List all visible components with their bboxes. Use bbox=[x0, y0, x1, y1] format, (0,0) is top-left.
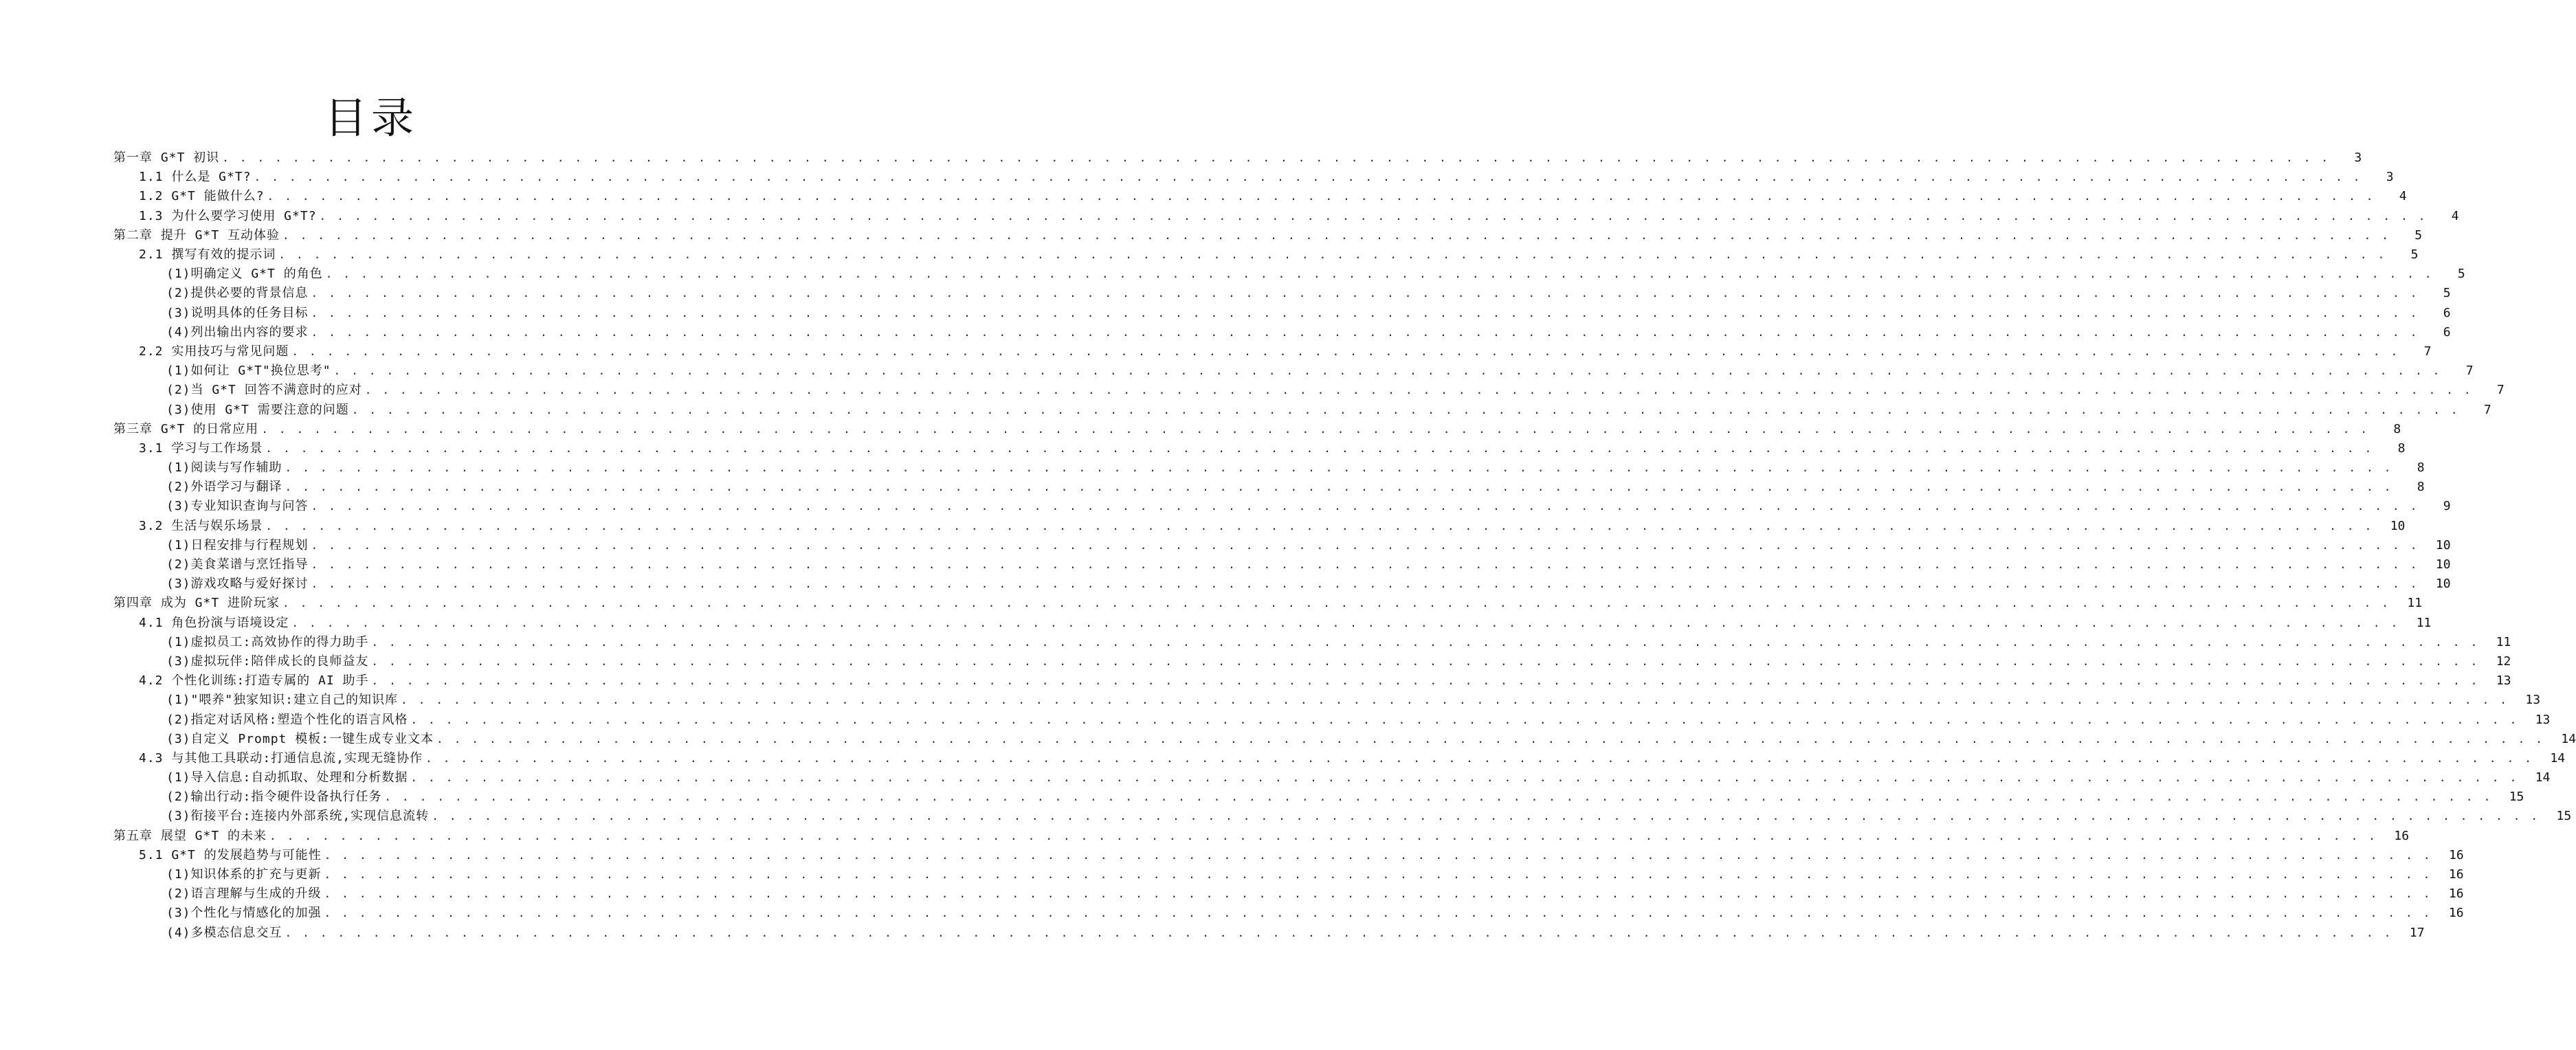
toc-leader-dots: . . . . . . . . . . . . . . . . . . . . . . . . . . . . . . . . . . . . . . . . . . . . . . . . . . . . . . . . . . . . . . . . . . . . . . . . . . . . . . . . . . . . . . . . . . . . . . . . . . . . . . . . . . . . . . . . . . . . . . . . bbox=[319, 209, 2428, 223]
toc-leader-dots: . . . . . . . . . . . . . . . . . . . . . . . . . . . . . . . . . . . . . . . . . . . . . . . . . . . . . . . . . . . . . . . . . . . . . . . . . . . . . . . . . . . . . . . . . . . . . . . . . . . . . . . . . . . . . . . . . . . . . . . . bbox=[285, 480, 2393, 494]
toc-entry[interactable] bbox=[0, 284, 2451, 303]
toc-entry-text: (3)说明具体的任务目标 bbox=[166, 305, 309, 320]
toc-leader-dots: . . . . . . . . . . . . . . . . . . . . . . . . . . . . . . . . . . . . . . . . . . . . . . . . . . . . . . . . . . . . . . . . . . . . . . . . . . . . . . . . . . . . . . . . . . . . . . . . . . . . . . . . . . . . . . . . . . . . . . . . bbox=[410, 713, 2519, 726]
toc-entry[interactable] bbox=[0, 342, 2432, 361]
toc-title: 目录 bbox=[324, 93, 418, 143]
toc-entry-text: (1)知识体系的扩充与更新 bbox=[166, 867, 322, 882]
toc-entry-text: 4.1 角色扮演与语境设定 bbox=[139, 615, 289, 630]
toc-entry-page: 16 bbox=[2448, 906, 2464, 921]
toc-entry-page: 9 bbox=[2443, 499, 2451, 514]
toc-entry-text: (1)导入信息:自动抓取、处理和分析数据 bbox=[166, 770, 408, 785]
toc-entry[interactable] bbox=[0, 497, 2451, 516]
toc-entry-page: 4 bbox=[2399, 189, 2407, 204]
toc-leader-dots: . . . . . . . . . . . . . . . . . . . . . . . . . . . . . . . . . . . . . . . . . . . . . . . . . . . . . . . . . . . . . . . . . . . . . . . . . . . . . . . . . . . . . . . . . . . . . . . . . . . . . . . . . . . . . . . . . . . . . . . . bbox=[311, 577, 2419, 591]
toc-entry-text: (2)外语学习与翻译 bbox=[166, 480, 282, 495]
toc-entry[interactable] bbox=[0, 478, 2425, 497]
toc-entry-text: 第二章 提升 G*T 互动体验 bbox=[113, 227, 280, 243]
toc-entry-text: (1)"喂养"独家知识:建立自己的知识库 bbox=[166, 693, 399, 708]
toc-entry[interactable] bbox=[0, 265, 2465, 284]
toc-entry-page: 8 bbox=[2417, 460, 2425, 476]
toc-entry[interactable] bbox=[0, 749, 2566, 768]
toc-leader-dots: . . . . . . . . . . . . . . . . . . . . . . . . . . . . . . . . . . . . . . . . . . . . . . . . . . . . . . . . . . . . . . . . . . . . . . . . . . . . . . . . . . . . . . . . . . . . . . . . . . . . . . . . . . . . . . . . . . . . . . . . bbox=[324, 887, 2432, 901]
toc-leader-dots: . . . . . . . . . . . . . . . . . . . . . . . . . . . . . . . . . . . . . . . . . . . . . . . . . . . . . . . . . . . . . . . . . . . . . . . . . . . . . . . . . . . . . . . . . . . . . . . . . . . . . . . . . . . . . . . . . . . . . . . . bbox=[432, 809, 2540, 823]
toc-entry-text: (4)多模态信息交互 bbox=[166, 925, 282, 940]
toc-leader-dots: . . . . . . . . . . . . . . . . . . . . . . . . . . . . . . . . . . . . . . . . . . . . . . . . . . . . . . . . . . . . . . . . . . . . . . . . . . . . . . . . . . . . . . . . . . . . . . . . . . . . . . . . . . . . . . . . . . . . . . . . bbox=[371, 674, 2480, 688]
toc-leader-dots: . . . . . . . . . . . . . . . . . . . . . . . . . . . . . . . . . . . . . . . . . . . . . . . . . . . . . . . . . . . . . . . . . . . . . . . . . . . . . . . . . . . . . . . . . . . . . . . . . . . . . . . . . . . . . . . . . . . . . . . . bbox=[324, 868, 2432, 882]
toc-entry[interactable] bbox=[0, 168, 2394, 187]
toc-entry[interactable] bbox=[0, 226, 2423, 245]
toc-entry-text: (1)如何让 G*T"换位思考" bbox=[166, 364, 331, 379]
toc-entry-text: (1)明确定义 G*T 的角色 bbox=[166, 267, 323, 282]
toc-entry-page: 16 bbox=[2449, 847, 2464, 862]
toc-entry-text: 第三章 G*T 的日常应用 bbox=[113, 421, 259, 436]
toc-entry[interactable] bbox=[0, 323, 2451, 342]
toc-entry-text: 1.2 G*T 能做什么? bbox=[139, 189, 265, 204]
toc-entry-page: 5 bbox=[2443, 286, 2451, 301]
toc-entry-page: 16 bbox=[2394, 828, 2410, 843]
toc-entry-page: 15 bbox=[2509, 790, 2524, 805]
toc-entry-page: 10 bbox=[2390, 518, 2406, 533]
toc-leader-dots: . . . . . . . . . . . . . . . . . . . . . . . . . . . . . . . . . . . . . . . . . . . . . . . . . . . . . . . . . . . . . . . . . . . . . . . . . . . . . . . . . . . . . . . . . . . . . . . . . . . . . . . . . . . . . . . . . . . . . . . . bbox=[254, 170, 2362, 184]
toc-leader-dots: . . . . . . . . . . . . . . . . . . . . . . . . . . . . . . . . . . . . . . . . . . . . . . . . . . . . . . . . . . . . . . . . . . . . . . . . . . . . . . . . . . . . . . . . . . . . . . . . . . . . . . . . . . . . . . . . . . . . . . . . bbox=[311, 538, 2419, 552]
toc-leader-dots: . . . . . . . . . . . . . . . . . . . . . . . . . . . . . . . . . . . . . . . . . . . . . . . . . . . . . . . . . . . . . . . . . . . . . . . . . . . . . . . . . . . . . . . . . . . . . . . . . . . . . . . . . . . . . . . . . . . . . . . . bbox=[282, 228, 2391, 242]
toc-entry-text: 4.3 与其他工具联动:打通信息流,实现无缝协作 bbox=[139, 750, 423, 766]
toc-entry-text: (3)游戏攻略与爱好探讨 bbox=[166, 577, 309, 592]
toc-entry[interactable] bbox=[0, 730, 2576, 749]
toc-entry-page: 5 bbox=[2414, 227, 2423, 243]
toc-entry-page: 17 bbox=[2409, 925, 2425, 940]
toc-entry-text: (2)指定对话风格:塑造个性化的语言风格 bbox=[166, 712, 408, 727]
toc-entry-text: 2.1 撰写有效的提示词 bbox=[139, 247, 276, 262]
toc-leader-dots: . . . . . . . . . . . . . . . . . . . . . . . . . . . . . . . . . . . . . . . . . . . . . . . . . . . . . . . . . . . . . . . . . . . . . . . . . . . . . . . . . . . . . . . . . . . . . . . . . . . . . . . . . . . . . . . . . . . . . . . . bbox=[410, 771, 2519, 785]
toc-entry-text: (3)自定义 Prompt 模板:一键生成专业文本 bbox=[166, 731, 434, 746]
toc-entry-text: 1.1 什么是 G*T? bbox=[139, 170, 252, 185]
toc-entry-text: (3)衔接平台:连接内外部系统,实现信息流转 bbox=[166, 809, 430, 824]
toc-leader-dots: . . . . . . . . . . . . . . . . . . . . . . . . . . . . . . . . . . . . . . . . . . . . . . . . . . . . . . . . . . . . . . . . . . . . . . . . . . . . . . . . . . . . . . . . . . . . . . . . . . . . . . . . . . . . . . . . . . . . . . . . bbox=[265, 441, 2374, 455]
toc-leader-dots: . . . . . . . . . . . . . . . . . . . . . . . . . . . . . . . . . . . . . . . . . . . . . . . . . . . . . . . . . . . . . . . . . . . . . . . . . . . . . . . . . . . . . . . . . . . . . . . . . . . . . . . . . . . . . . . . . . . . . . . . bbox=[371, 654, 2480, 668]
toc-entry[interactable] bbox=[0, 614, 2432, 633]
toc-entry[interactable] bbox=[0, 633, 2511, 652]
toc-leader-dots: . . . . . . . . . . . . . . . . . . . . . . . . . . . . . . . . . . . . . . . . . . . . . . . . . . . . . . . . . . . . . . . . . . . . . . . . . . . . . . . . . . . . . . . . . . . . . . . . . . . . . . . . . . . . . . . . . . . . . . . . bbox=[265, 519, 2374, 533]
toc-leader-dots: . . . . . . . . . . . . . . . . . . . . . . . . . . . . . . . . . . . . . . . . . . . . . . . . . . . . . . . . . . . . . . . . . . . . . . . . . . . . . . . . . . . . . . . . . . . . . . . . . . . . . . . . . . . . . . . . . . . . . . . . bbox=[436, 732, 2545, 746]
toc-entry-text: (2)美食菜谱与烹饪指导 bbox=[166, 557, 309, 572]
toc-entry-text: (3)专业知识查询与问答 bbox=[166, 499, 309, 514]
toc-entry-page: 7 bbox=[2465, 364, 2474, 379]
toc-leader-dots: . . . . . . . . . . . . . . . . . . . . . . . . . . . . . . . . . . . . . . . . . . . . . . . . . . . . . . . . . . . . . . . . . . . . . . . . . . . . . . . . . . . . . . . . . . . . . . . . . . . . . . . . . . . . . . . . . . . . . . . . bbox=[222, 151, 2331, 165]
toc-entry-text: (1)阅读与写作辅助 bbox=[166, 460, 282, 476]
toc-list bbox=[0, 148, 2576, 943]
toc-entry[interactable] bbox=[0, 439, 2406, 458]
toc-entry[interactable] bbox=[0, 555, 2451, 574]
toc-entry-page: 5 bbox=[2457, 267, 2465, 282]
toc-entry[interactable] bbox=[0, 768, 2551, 788]
toc-entry-text: (1)虚拟员工:高效协作的得力助手 bbox=[166, 634, 369, 649]
toc-leader-dots: . . . . . . . . . . . . . . . . . . . . . . . . . . . . . . . . . . . . . . . . . . . . . . . . . . . . . . . . . . . . . . . . . . . . . . . . . . . . . . . . . . . . . . . . . . . . . . . . . . . . . . . . . . . . . . . . . . . . . . . . bbox=[364, 383, 2473, 397]
toc-leader-dots: . . . . . . . . . . . . . . . . . . . . . . . . . . . . . . . . . . . . . . . . . . . . . . . . . . . . . . . . . . . . . . . . . . . . . . . . . . . . . . . . . . . . . . . . . . . . . . . . . . . . . . . . . . . . . . . . . . . . . . . . bbox=[261, 422, 2370, 436]
toc-entry-page: 11 bbox=[2407, 596, 2423, 611]
toc-entry-text: (3)使用 G*T 需要注意的问题 bbox=[166, 402, 349, 417]
toc-entry-page: 8 bbox=[2393, 421, 2401, 436]
toc-entry-text: (3)虚拟玩伴:陪伴成长的良师益友 bbox=[166, 654, 369, 669]
toc-entry[interactable] bbox=[0, 924, 2425, 943]
toc-entry[interactable] bbox=[0, 458, 2425, 478]
toc-leader-dots: . . . . . . . . . . . . . . . . . . . . . . . . . . . . . . . . . . . . . . . . . . . . . . . . . . . . . . . . . . . . . . . . . . . . . . . . . . . . . . . . . . . . . . . . . . . . . . . . . . . . . . . . . . . . . . . . . . . . . . . . bbox=[311, 558, 2419, 572]
toc-leader-dots: . . . . . . . . . . . . . . . . . . . . . . . . . . . . . . . . . . . . . . . . . . . . . . . . . . . . . . . . . . . . . . . . . . . . . . . . . . . . . . . . . . . . . . . . . . . . . . . . . . . . . . . . . . . . . . . . . . . . . . . . bbox=[351, 403, 2460, 416]
toc-entry-text: 4.2 个性化训练:打造专属的 AI 助手 bbox=[139, 673, 369, 689]
toc-leader-dots: . . . . . . . . . . . . . . . . . . . . . . . . . . . . . . . . . . . . . . . . . . . . . . . . . . . . . . . . . . . . . . . . . . . . . . . . . . . . . . . . . . . . . . . . . . . . . . . . . . . . . . . . . . . . . . . . . . . . . . . . bbox=[311, 306, 2419, 320]
toc-leader-dots: . . . . . . . . . . . . . . . . . . . . . . . . . . . . . . . . . . . . . . . . . . . . . . . . . . . . . . . . . . . . . . . . . . . . . . . . . . . . . . . . . . . . . . . . . . . . . . . . . . . . . . . . . . . . . . . . . . . . . . . . bbox=[285, 461, 2393, 475]
toc-entry-page: 15 bbox=[2556, 809, 2572, 824]
toc-entry-page: 10 bbox=[2435, 577, 2451, 592]
toc-entry[interactable] bbox=[0, 517, 2406, 536]
toc-entry-page: 3 bbox=[2386, 170, 2394, 185]
toc-leader-dots: . . . . . . . . . . . . . . . . . . . . . . . . . . . . . . . . . . . . . . . . . . . . . . . . . . . . . . . . . . . . . . . . . . . . . . . . . . . . . . . . . . . . . . . . . . . . . . . . . . . . . . . . . . . . . . . . . . . . . . . . bbox=[325, 267, 2434, 281]
toc-leader-dots: . . . . . . . . . . . . . . . . . . . . . . . . . . . . . . . . . . . . . . . . . . . . . . . . . . . . . . . . . . . . . . . . . . . . . . . . . . . . . . . . . . . . . . . . . . . . . . . . . . . . . . . . . . . . . . . . . . . . . . . . bbox=[291, 344, 2400, 358]
toc-entry-page: 16 bbox=[2448, 886, 2464, 902]
toc-entry[interactable] bbox=[0, 884, 2464, 904]
toc-leader-dots: . . . . . . . . . . . . . . . . . . . . . . . . . . . . . . . . . . . . . . . . . . . . . . . . . . . . . . . . . . . . . . . . . . . . . . . . . . . . . . . . . . . . . . . . . . . . . . . . . . . . . . . . . . . . . . . . . . . . . . . . bbox=[333, 364, 2442, 378]
toc-entry-text: 3.2 生活与娱乐场景 bbox=[139, 518, 263, 533]
toc-entry[interactable] bbox=[0, 846, 2464, 865]
toc-entry[interactable] bbox=[0, 691, 2541, 710]
toc-leader-dots: . . . . . . . . . . . . . . . . . . . . . . . . . . . . . . . . . . . . . . . . . . . . . . . . . . . . . . . . . . . . . . . . . . . . . . . . . . . . . . . . . . . . . . . . . . . . . . . . . . . . . . . . . . . . . . . . . . . . . . . . bbox=[267, 190, 2375, 203]
toc-entry[interactable] bbox=[0, 304, 2451, 323]
toc-entry-page: 13 bbox=[2525, 693, 2541, 708]
toc-entry[interactable] bbox=[0, 420, 2401, 439]
toc-entry-page: 14 bbox=[2550, 750, 2566, 766]
toc-entry[interactable] bbox=[0, 400, 2491, 419]
toc-entry[interactable] bbox=[0, 904, 2464, 923]
toc-entry[interactable] bbox=[0, 207, 2459, 226]
toc-entry-text: (2)输出行动:指令硬件设备执行任务 bbox=[166, 790, 382, 805]
toc-entry[interactable] bbox=[0, 381, 2505, 400]
toc-leader-dots: . . . . . . . . . . . . . . . . . . . . . . . . . . . . . . . . . . . . . . . . . . . . . . . . . . . . . . . . . . . . . . . . . . . . . . . . . . . . . . . . . . . . . . . . . . . . . . . . . . . . . . . . . . . . . . . . . . . . . . . . bbox=[291, 616, 2400, 629]
toc-entry[interactable] bbox=[0, 865, 2464, 884]
toc-entry[interactable] bbox=[0, 671, 2511, 691]
toc-entry-text: 第四章 成为 G*T 进阶玩家 bbox=[113, 596, 280, 611]
toc-entry[interactable] bbox=[0, 594, 2423, 613]
toc-entry-text: 第一章 G*T 初识 bbox=[113, 150, 220, 166]
toc-entry[interactable] bbox=[0, 788, 2524, 807]
toc-entry-text: 2.2 实用技巧与常见问题 bbox=[139, 344, 289, 359]
toc-entry-text: 5.1 G*T 的发展趋势与可能性 bbox=[139, 847, 322, 862]
toc-entry-page: 6 bbox=[2443, 324, 2451, 339]
toc-entry-page: 7 bbox=[2423, 344, 2432, 359]
toc-entry-page: 14 bbox=[2561, 731, 2576, 746]
toc-entry[interactable] bbox=[0, 187, 2407, 206]
toc-entry-page: 11 bbox=[2496, 634, 2511, 649]
toc-leader-dots: . . . . . . . . . . . . . . . . . . . . . . . . . . . . . . . . . . . . . . . . . . . . . . . . . . . . . . . . . . . . . . . . . . . . . . . . . . . . . . . . . . . . . . . . . . . . . . . . . . . . . . . . . . . . . . . . . . . . . . . . bbox=[311, 325, 2419, 339]
toc-entry-page: 14 bbox=[2535, 770, 2551, 785]
toc-entry-page: 8 bbox=[2417, 480, 2425, 495]
toc-entry-page: 4 bbox=[2451, 208, 2459, 223]
toc-entry-page: 10 bbox=[2435, 557, 2451, 572]
toc-entry[interactable] bbox=[0, 827, 2410, 846]
toc-entry-text: (3)个性化与情感化的加强 bbox=[166, 906, 322, 921]
toc-entry-text: (1)日程安排与行程规划 bbox=[166, 537, 309, 552]
toc-leader-dots: . . . . . . . . . . . . . . . . . . . . . . . . . . . . . . . . . . . . . . . . . . . . . . . . . . . . . . . . . . . . . . . . . . . . . . . . . . . . . . . . . . . . . . . . . . . . . . . . . . . . . . . . . . . . . . . . . . . . . . . . bbox=[324, 906, 2432, 920]
toc-entry[interactable] bbox=[0, 807, 2572, 826]
toc-entry[interactable] bbox=[0, 148, 2362, 168]
toc-leader-dots: . . . . . . . . . . . . . . . . . . . . . . . . . . . . . . . . . . . . . . . . . . . . . . . . . . . . . . . . . . . . . . . . . . . . . . . . . . . . . . . . . . . . . . . . . . . . . . . . . . . . . . . . . . . . . . . . . . . . . . . . bbox=[278, 248, 2387, 262]
toc-leader-dots: . . . . . . . . . . . . . . . . . . . . . . . . . . . . . . . . . . . . . . . . . . . . . . . . . . . . . . . . . . . . . . . . . . . . . . . . . . . . . . . . . . . . . . . . . . . . . . . . . . . . . . . . . . . . . . . . . . . . . . . . bbox=[285, 926, 2393, 939]
toc-leader-dots: . . . . . . . . . . . . . . . . . . . . . . . . . . . . . . . . . . . . . . . . . . . . . . . . . . . . . . . . . . . . . . . . . . . . . . . . . . . . . . . . . . . . . . . . . . . . . . . . . . . . . . . . . . . . . . . . . . . . . . . . bbox=[384, 790, 2493, 804]
toc-entry-page: 3 bbox=[2354, 150, 2362, 166]
toc-entry-page: 6 bbox=[2443, 305, 2451, 320]
toc-entry-page: 11 bbox=[2416, 615, 2432, 630]
toc-entry[interactable] bbox=[0, 574, 2451, 594]
toc-entry[interactable] bbox=[0, 652, 2511, 671]
toc-entry-page: 10 bbox=[2435, 537, 2451, 552]
toc-entry-text: (2)提供必要的背景信息 bbox=[166, 286, 309, 301]
toc-leader-dots: . . . . . . . . . . . . . . . . . . . . . . . . . . . . . . . . . . . . . . . . . . . . . . . . . . . . . . . . . . . . . . . . . . . . . . . . . . . . . . . . . . . . . . . . . . . . . . . . . . . . . . . . . . . . . . . . . . . . . . . . bbox=[371, 635, 2480, 649]
toc-leader-dots: . . . . . . . . . . . . . . . . . . . . . . . . . . . . . . . . . . . . . . . . . . . . . . . . . . . . . . . . . . . . . . . . . . . . . . . . . . . . . . . . . . . . . . . . . . . . . . . . . . . . . . . . . . . . . . . . . . . . . . . . bbox=[401, 693, 2509, 707]
toc-leader-dots: . . . . . . . . . . . . . . . . . . . . . . . . . . . . . . . . . . . . . . . . . . . . . . . . . . . . . . . . . . . . . . . . . . . . . . . . . . . . . . . . . . . . . . . . . . . . . . . . . . . . . . . . . . . . . . . . . . . . . . . . bbox=[324, 848, 2432, 862]
toc-entry-text: 1.3 为什么要学习使用 G*T? bbox=[139, 208, 317, 223]
toc-entry-page: 7 bbox=[2496, 383, 2505, 398]
toc-entry[interactable] bbox=[0, 710, 2551, 729]
toc-entry[interactable] bbox=[0, 245, 2419, 265]
toc-leader-dots: . . . . . . . . . . . . . . . . . . . . . . . . . . . . . . . . . . . . . . . . . . . . . . . . . . . . . . . . . . . . . . . . . . . . . . . . . . . . . . . . . . . . . . . . . . . . . . . . . . . . . . . . . . . . . . . . . . . . . . . . bbox=[282, 596, 2391, 610]
toc-entry-page: 7 bbox=[2483, 402, 2491, 417]
toc-leader-dots: . . . . . . . . . . . . . . . . . . . . . . . . . . . . . . . . . . . . . . . . . . . . . . . . . . . . . . . . . . . . . . . . . . . . . . . . . . . . . . . . . . . . . . . . . . . . . . . . . . . . . . . . . . . . . . . . . . . . . . . . bbox=[425, 751, 2534, 765]
toc-entry-page: 16 bbox=[2448, 867, 2464, 882]
toc-entry[interactable] bbox=[0, 536, 2451, 555]
toc-entry-text: (2)当 G*T 回答不满意时的应对 bbox=[166, 383, 362, 398]
toc-entry-page: 12 bbox=[2496, 654, 2511, 669]
toc-entry[interactable] bbox=[0, 361, 2474, 381]
toc-leader-dots: . . . . . . . . . . . . . . . . . . . . . . . . . . . . . . . . . . . . . . . . . . . . . . . . . . . . . . . . . . . . . . . . . . . . . . . . . . . . . . . . . . . . . . . . . . . . . . . . . . . . . . . . . . . . . . . . . . . . . . . . bbox=[311, 287, 2419, 300]
toc-entry-page: 13 bbox=[2535, 712, 2551, 727]
toc-entry-text: (4)列出输出内容的要求 bbox=[166, 324, 309, 339]
toc-entry-page: 13 bbox=[2496, 673, 2511, 689]
toc-entry-text: (2)语言理解与生成的升级 bbox=[166, 886, 322, 902]
toc-entry-text: 3.1 学习与工作场景 bbox=[139, 440, 263, 456]
toc-entry-page: 8 bbox=[2397, 440, 2406, 456]
toc-entry-page: 5 bbox=[2410, 247, 2419, 262]
toc-leader-dots: . . . . . . . . . . . . . . . . . . . . . . . . . . . . . . . . . . . . . . . . . . . . . . . . . . . . . . . . . . . . . . . . . . . . . . . . . . . . . . . . . . . . . . . . . . . . . . . . . . . . . . . . . . . . . . . . . . . . . . . . bbox=[311, 500, 2419, 513]
toc-leader-dots: . . . . . . . . . . . . . . . . . . . . . . . . . . . . . . . . . . . . . . . . . . . . . . . . . . . . . . . . . . . . . . . . . . . . . . . . . . . . . . . . . . . . . . . . . . . . . . . . . . . . . . . . . . . . . . . . . . . . . . . . bbox=[269, 829, 2378, 842]
toc-entry-text: 第五章 展望 G*T 的未来 bbox=[113, 828, 267, 843]
